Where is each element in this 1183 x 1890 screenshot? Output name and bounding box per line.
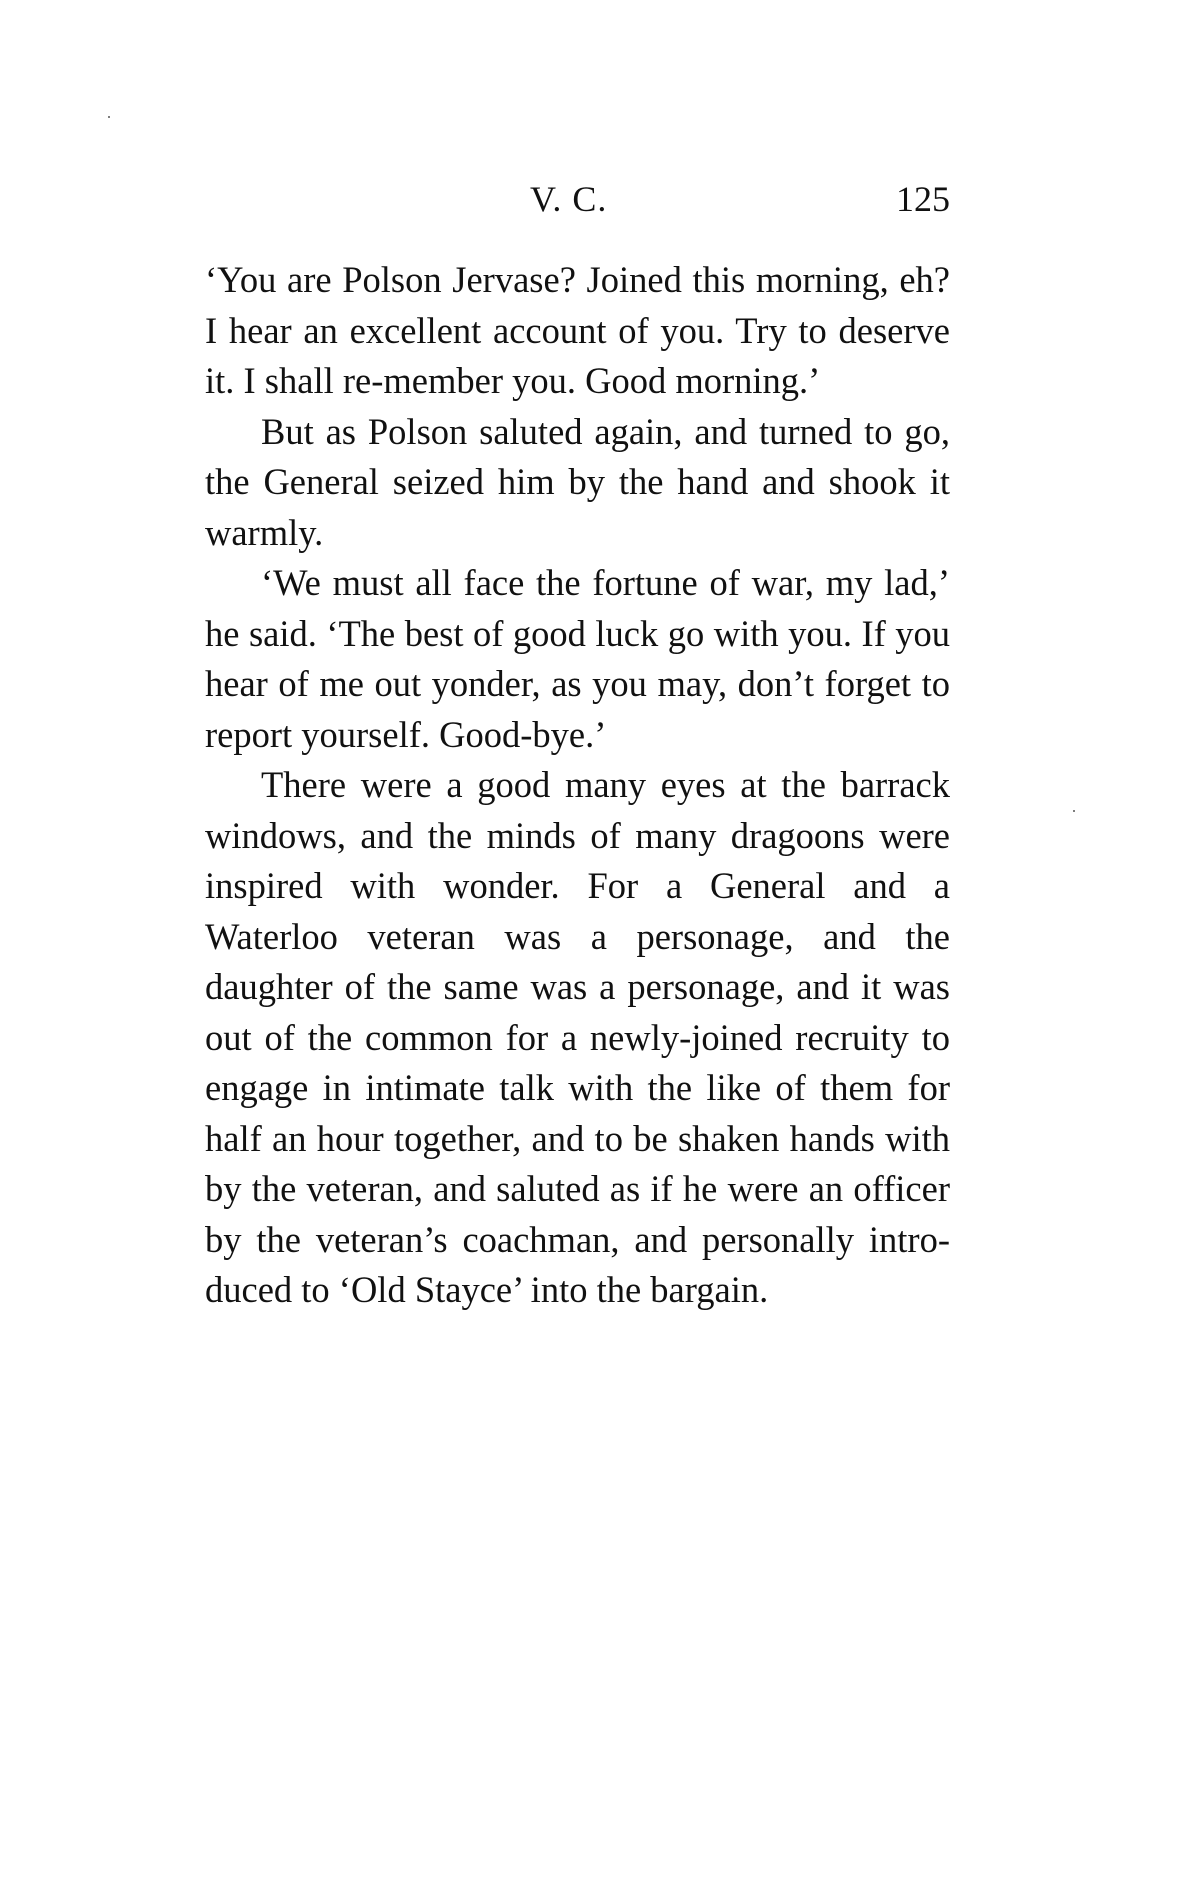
paragraph-2: But as Polson saluted again, and turned to go, the General seized him by the hand and shook it warmly. — [205, 410, 950, 553]
paragraph-4: There were a good many eyes at the barrack windows, and the minds of many dragoons were inspired with wonder. For a General and a Waterloo veteran was a personage, and the daughter of the same was a personage, and it was out of the common for a newly-joined recruity to engage in intimate talk with the like of them for half an hour together, and to be shaken hands with by the veteran, and saluted as if he were an officer by the veteran’s coachman, and personally intro-duced to ‘Old Stayce’ into the bargain. — [205, 764, 950, 1310]
scan-speck — [1073, 810, 1075, 812]
paragraph-1: ‘You are Polson Jervase? Joined this morning, eh? I hear an excellent account of you. Try to deserve it. I shall re-member you. Good morning.’ — [205, 259, 950, 401]
page-number: 125 — [896, 179, 950, 219]
scan-speck — [108, 116, 110, 118]
running-title: V. C. — [530, 179, 608, 219]
body-text — [205, 255, 950, 1316]
page-header — [210, 178, 950, 228]
paragraph-3: ‘We must all face the fortune of war, my lad,’ he said. ‘The best of good luck go with you. If you hear of me out yonder, as you may, don’t forget to report yourself. Good-bye.’ — [205, 562, 950, 755]
